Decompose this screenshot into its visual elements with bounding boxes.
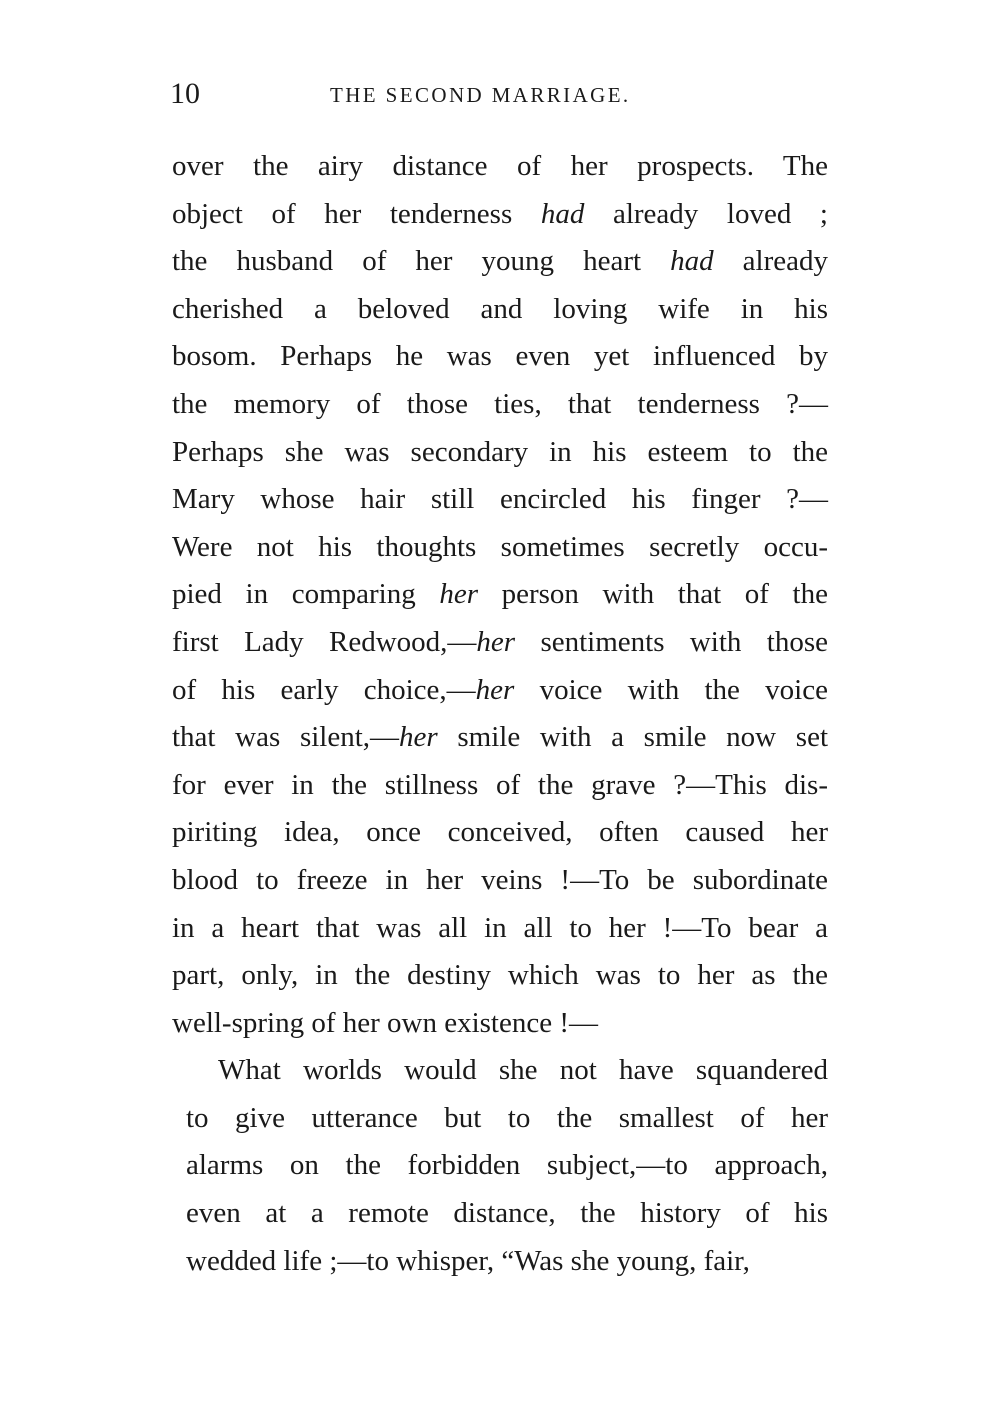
- italic-word: her: [439, 578, 478, 611]
- text-segment: alarms on the forbidden subject,—to approach,: [186, 1149, 828, 1182]
- text-line: [172, 1142, 828, 1190]
- text-line: [172, 714, 828, 762]
- text-segment: part, only, in the destiny which was to her as the: [172, 959, 828, 992]
- italic-word: her: [475, 673, 515, 706]
- page-number: 10: [170, 77, 200, 110]
- text-segment: object of her tenderness: [172, 197, 541, 230]
- paragraph-2: [172, 1047, 828, 1285]
- text-line: [172, 571, 828, 619]
- text-line: [172, 809, 828, 857]
- text-segment: even at a remote distance, the history of his: [186, 1197, 828, 1230]
- italic-word: had: [670, 245, 714, 278]
- text-segment: smile with a smile now set: [437, 721, 829, 754]
- text-line: [172, 762, 828, 810]
- text-segment: the memory of those ties, that tenderness ?—: [172, 387, 828, 420]
- text-segment: well-spring of her own existence !—: [172, 1006, 599, 1039]
- text-line: [172, 905, 828, 953]
- text-segment: Perhaps she was secondary in his esteem to the: [172, 435, 828, 468]
- text-line: [172, 952, 828, 1000]
- text-line: [172, 1238, 828, 1286]
- text-segment: already: [713, 245, 828, 278]
- text-segment: pied in comparing: [172, 578, 440, 611]
- text-line: [172, 238, 828, 286]
- text-line: [172, 619, 828, 667]
- body-text: [172, 143, 828, 1285]
- text-segment: already loved ;: [584, 197, 828, 230]
- text-line: [172, 1047, 828, 1095]
- text-line: [172, 857, 828, 905]
- text-line: [172, 429, 828, 477]
- text-segment: bosom. Perhaps he was even yet influenced by: [172, 340, 828, 373]
- text-line: [172, 1190, 828, 1238]
- text-segment: in a heart that was all in all to her !—To bear a: [172, 911, 828, 944]
- text-segment: over the airy distance of her prospects. The: [172, 150, 828, 182]
- running-title: THE SECOND MARRIAGE.: [330, 83, 631, 107]
- text-line: [172, 191, 828, 239]
- text-segment: person with that of the: [478, 578, 828, 611]
- italic-word: her: [399, 721, 438, 754]
- text-line: [172, 381, 828, 429]
- text-segment: blood to freeze in her veins !—To be subordinate: [172, 863, 828, 896]
- text-segment: that was silent,—: [172, 721, 400, 754]
- text-line: [172, 143, 828, 191]
- text-line: [172, 333, 828, 381]
- text-line: [172, 1095, 828, 1143]
- text-segment: for ever in the stillness of the grave ?—This dis-: [172, 768, 828, 801]
- text-segment: the husband of her young heart: [172, 245, 671, 278]
- text-segment: Were not his thoughts sometimes secretly occu-: [172, 530, 828, 563]
- text-line: [172, 476, 828, 524]
- text-segment: to give utterance but to the smallest of her: [186, 1101, 828, 1134]
- text-segment: cherished a beloved and loving wife in his: [172, 292, 828, 325]
- text-line: [172, 524, 828, 572]
- text-line: [172, 1000, 828, 1048]
- text-segment: wedded life ;—to whisper, “Was she young, fair,: [186, 1244, 750, 1277]
- text-line: [172, 286, 828, 334]
- text-line: [172, 667, 828, 715]
- text-segment: first Lady Redwood,—: [172, 625, 477, 658]
- italic-word: her: [476, 625, 516, 658]
- text-segment: sentiments with those: [515, 625, 828, 658]
- text-segment: What worlds would she not have squandered: [218, 1054, 828, 1087]
- text-segment: Mary whose hair still encircled his finger ?—: [172, 483, 828, 516]
- text-segment: voice with the voice: [514, 673, 828, 706]
- paragraph-1: [172, 143, 828, 1047]
- text-segment: of his early choice,—: [172, 673, 476, 706]
- italic-word: had: [540, 197, 585, 230]
- text-segment: piriting idea, once conceived, often caused her: [172, 816, 828, 849]
